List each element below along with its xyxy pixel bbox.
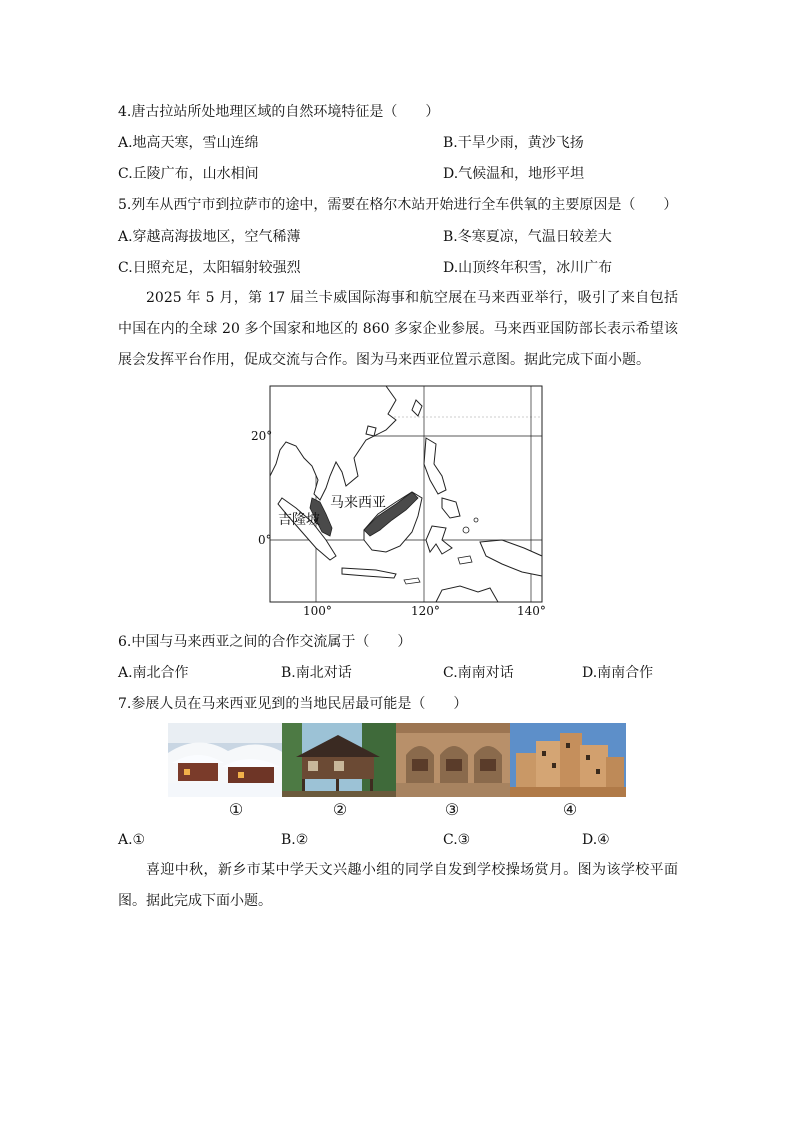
lat-tick-20: 20° xyxy=(251,429,273,443)
q5-option-c: C.日照充足，太阳辐射较强烈 xyxy=(118,260,301,276)
lon-tick-120: 120° xyxy=(411,604,440,618)
q6-option-d: D.南南合作 xyxy=(582,665,654,681)
q7-option-b: B.② xyxy=(281,832,309,848)
photo-label-2: ② xyxy=(332,800,348,819)
q4-option-c: C.丘陵广布，山水相间 xyxy=(118,166,259,182)
passage-malaysia: 2025 年 5 月，第 17 届兰卡威国际海事和航空展在马来西亚举行，吸引了来自包括中国在内的全球 20 多个国家和地区的 860 多家企业参展。马来西亚国防部长表示希望该展会发挥平台作用，促成交流与合作。图为马来西亚位置示意图。据此完成下面小题。 xyxy=(118,290,678,368)
q7-option-a: A.① xyxy=(118,832,146,848)
photo-label-3: ③ xyxy=(444,800,460,819)
question-6-stem: 6.中国与马来西亚之间的合作交流属于（ ） xyxy=(118,634,412,650)
lat-tick-0: 0° xyxy=(258,533,272,547)
photo-stilt-house xyxy=(282,723,398,797)
question-5-stem: 5.列车从西宁市到拉萨市的途中，需要在格尔木站开始进行全车供氧的主要原因是（ ） xyxy=(118,197,678,213)
lon-tick-140: 140° xyxy=(517,604,546,618)
q6-option-a: A.南北合作 xyxy=(118,665,189,681)
q6-option-b: B.南北对话 xyxy=(281,665,352,681)
q4-option-a: A.地高天寒，雪山连绵 xyxy=(118,135,259,151)
malaysia-location-map xyxy=(246,380,546,620)
photo-mud-towers xyxy=(510,723,626,797)
q4-option-d: D.气候温和，地形平坦 xyxy=(443,166,585,182)
photo-cave-dwelling xyxy=(396,723,512,797)
malaysia-label: 马来西亚 xyxy=(330,495,386,511)
question-4-stem: 4.唐古拉站所处地理区域的自然环境特征是（ ） xyxy=(118,104,440,120)
q7-option-d: D.④ xyxy=(582,832,610,848)
q4-option-b: B.干旱少雨，黄沙飞扬 xyxy=(443,135,584,151)
photo-label-4: ④ xyxy=(562,800,578,819)
passage-moon-viewing: 喜迎中秋，新乡市某中学天文兴趣小组的同学自发到学校操场赏月。图为该学校平面图。据此完成下面小题。 xyxy=(118,862,678,909)
kuala-lumpur-label: 吉隆坡 xyxy=(278,512,320,528)
lon-tick-100: 100° xyxy=(303,604,332,618)
q5-option-a: A.穿越高海拔地区，空气稀薄 xyxy=(118,229,301,245)
q5-option-b: B.冬寒夏凉，气温日较差大 xyxy=(443,229,612,245)
photo-snow-houses xyxy=(168,723,284,797)
q5-option-d: D.山顶终年积雪，冰川广布 xyxy=(443,260,613,276)
q6-option-c: C.南南对话 xyxy=(443,665,514,681)
q7-option-c: C.③ xyxy=(443,832,471,848)
question-7-stem: 7.参展人员在马来西亚见到的当地民居最可能是（ ） xyxy=(118,696,468,712)
photo-label-1: ① xyxy=(228,800,244,819)
